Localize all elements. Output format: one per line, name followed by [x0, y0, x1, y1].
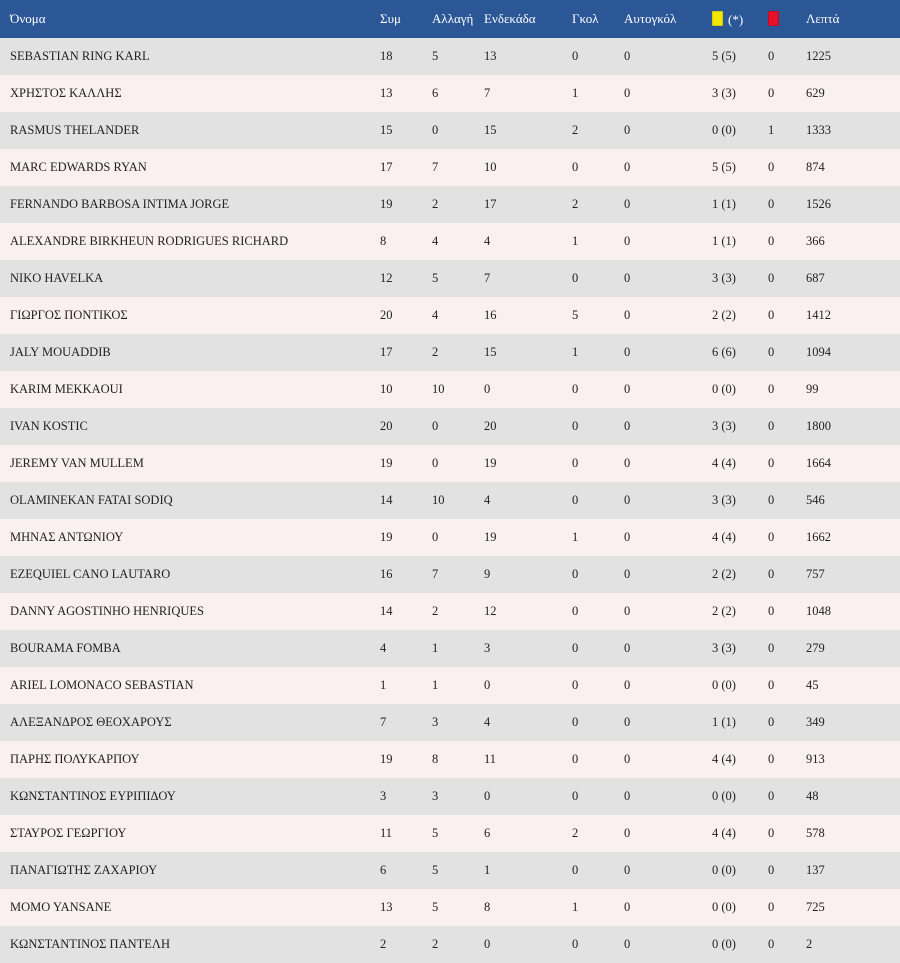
table-row[interactable] [0, 445, 900, 482]
cell-substitute: 0 [422, 519, 474, 556]
cell-substitute: 10 [422, 371, 474, 408]
table-row[interactable] [0, 519, 900, 556]
cell-appearances: 19 [370, 519, 422, 556]
cell-goals: 0 [562, 260, 614, 297]
cell-starting-eleven: 0 [474, 778, 562, 815]
cell-appearances: 1 [370, 667, 422, 704]
cell-player-name: FERNANDO BARBOSA INTIMA JORGE [0, 186, 370, 223]
cell-red-cards: 0 [758, 149, 796, 186]
cell-appearances: 20 [370, 297, 422, 334]
table-row[interactable] [0, 260, 900, 297]
cell-minutes: 757 [796, 556, 900, 593]
cell-goals: 0 [562, 593, 614, 630]
cell-player-name: ALEXANDRE BIRKHEUN RODRIGUES RICHARD [0, 223, 370, 260]
cell-minutes: 279 [796, 630, 900, 667]
column-header-own-goals[interactable]: Αυτογκόλ [614, 0, 702, 38]
cell-yellow-cards: 5 (5) [702, 149, 758, 186]
cell-starting-eleven: 4 [474, 223, 562, 260]
cell-player-name: NIKO HAVELKA [0, 260, 370, 297]
cell-red-cards: 0 [758, 741, 796, 778]
cell-appearances: 7 [370, 704, 422, 741]
cell-own-goals: 0 [614, 223, 702, 260]
cell-own-goals: 0 [614, 667, 702, 704]
cell-own-goals: 0 [614, 445, 702, 482]
cell-player-name: DANNY AGOSTINHO HENRIQUES [0, 593, 370, 630]
cell-goals: 0 [562, 556, 614, 593]
cell-goals: 0 [562, 741, 614, 778]
cell-yellow-cards: 0 (0) [702, 926, 758, 963]
cell-red-cards: 0 [758, 556, 796, 593]
cell-minutes: 45 [796, 667, 900, 704]
table-row[interactable] [0, 482, 900, 519]
cell-yellow-cards: 0 (0) [702, 371, 758, 408]
cell-goals: 1 [562, 334, 614, 371]
cell-substitute: 6 [422, 75, 474, 112]
cell-substitute: 3 [422, 704, 474, 741]
cell-goals: 0 [562, 630, 614, 667]
cell-goals: 0 [562, 667, 614, 704]
cell-substitute: 5 [422, 889, 474, 926]
table-row[interactable] [0, 371, 900, 408]
cell-player-name: ΚΩΝΣΤΑΝΤΙΝΟΣ ΕΥΡΙΠΙΔΟΥ [0, 778, 370, 815]
column-header-substitute[interactable]: Αλλαγή [422, 0, 474, 38]
column-header-goals[interactable]: Γκολ [562, 0, 614, 38]
cell-own-goals: 0 [614, 593, 702, 630]
column-header-starting-eleven[interactable]: Ενδεκάδα [474, 0, 562, 38]
cell-yellow-cards: 0 (0) [702, 889, 758, 926]
cell-red-cards: 0 [758, 519, 796, 556]
table-row[interactable] [0, 852, 900, 889]
cell-starting-eleven: 8 [474, 889, 562, 926]
table-row[interactable] [0, 38, 900, 75]
cell-own-goals: 0 [614, 112, 702, 149]
cell-starting-eleven: 3 [474, 630, 562, 667]
cell-appearances: 19 [370, 741, 422, 778]
table-header [0, 0, 900, 38]
cell-appearances: 16 [370, 556, 422, 593]
cell-goals: 0 [562, 371, 614, 408]
cell-appearances: 14 [370, 482, 422, 519]
cell-substitute: 1 [422, 667, 474, 704]
cell-red-cards: 1 [758, 112, 796, 149]
table-row[interactable] [0, 186, 900, 223]
cell-red-cards: 0 [758, 186, 796, 223]
cell-red-cards: 0 [758, 889, 796, 926]
cell-substitute: 3 [422, 778, 474, 815]
cell-player-name: IVAN KOSTIC [0, 408, 370, 445]
column-header-minutes[interactable]: Λεπτά [796, 0, 900, 38]
cell-appearances: 13 [370, 75, 422, 112]
cell-goals: 0 [562, 704, 614, 741]
cell-player-name: JEREMY VAN MULLEM [0, 445, 370, 482]
cell-player-name: KARIM MEKKAOUI [0, 371, 370, 408]
cell-red-cards: 0 [758, 482, 796, 519]
cell-appearances: 10 [370, 371, 422, 408]
cell-own-goals: 0 [614, 815, 702, 852]
cell-substitute: 2 [422, 186, 474, 223]
table-row[interactable] [0, 408, 900, 445]
table-row[interactable] [0, 593, 900, 630]
cell-appearances: 19 [370, 445, 422, 482]
cell-yellow-cards: 0 (0) [702, 852, 758, 889]
cell-yellow-cards: 0 (0) [702, 778, 758, 815]
cell-substitute: 8 [422, 741, 474, 778]
cell-player-name: ΧΡΗΣΤΟΣ ΚΑΛΛΗΣ [0, 75, 370, 112]
cell-minutes: 725 [796, 889, 900, 926]
cell-goals: 2 [562, 112, 614, 149]
cell-appearances: 11 [370, 815, 422, 852]
cell-yellow-cards: 3 (3) [702, 408, 758, 445]
cell-red-cards: 0 [758, 667, 796, 704]
cell-yellow-cards: 0 (0) [702, 112, 758, 149]
cell-minutes: 1412 [796, 297, 900, 334]
cell-starting-eleven: 7 [474, 75, 562, 112]
cell-yellow-cards: 0 (0) [702, 667, 758, 704]
cell-starting-eleven: 4 [474, 482, 562, 519]
column-header-appearances[interactable]: Συμ [370, 0, 422, 38]
yellow-card-icon [712, 11, 723, 26]
table-row[interactable] [0, 297, 900, 334]
table-row[interactable] [0, 556, 900, 593]
cell-yellow-cards: 4 (4) [702, 445, 758, 482]
cell-appearances: 3 [370, 778, 422, 815]
cell-minutes: 1048 [796, 593, 900, 630]
cell-minutes: 349 [796, 704, 900, 741]
cell-yellow-cards: 2 (2) [702, 593, 758, 630]
cell-own-goals: 0 [614, 75, 702, 112]
cell-own-goals: 0 [614, 556, 702, 593]
cell-substitute: 4 [422, 223, 474, 260]
cell-red-cards: 0 [758, 260, 796, 297]
cell-yellow-cards: 3 (3) [702, 75, 758, 112]
cell-yellow-cards: 2 (2) [702, 556, 758, 593]
column-header-yellow-cards[interactable] [702, 0, 758, 38]
cell-minutes: 1333 [796, 112, 900, 149]
cell-player-name: SEBASTIAN RING KARL [0, 38, 370, 75]
cell-appearances: 15 [370, 112, 422, 149]
cell-red-cards: 0 [758, 704, 796, 741]
cell-substitute: 5 [422, 260, 474, 297]
cell-player-name: ΠΑΡΗΣ ΠΟΛΥΚΑΡΠΟΥ [0, 741, 370, 778]
cell-minutes: 366 [796, 223, 900, 260]
cell-minutes: 687 [796, 260, 900, 297]
cell-starting-eleven: 1 [474, 852, 562, 889]
cell-own-goals: 0 [614, 519, 702, 556]
column-header-red-cards[interactable] [758, 0, 796, 38]
cell-starting-eleven: 19 [474, 445, 562, 482]
cell-starting-eleven: 7 [474, 260, 562, 297]
cell-yellow-cards: 3 (3) [702, 630, 758, 667]
cell-appearances: 8 [370, 223, 422, 260]
cell-minutes: 48 [796, 778, 900, 815]
cell-player-name: ARIEL LOMONACO SEBASTIAN [0, 667, 370, 704]
cell-own-goals: 0 [614, 38, 702, 75]
cell-goals: 1 [562, 75, 614, 112]
cell-own-goals: 0 [614, 297, 702, 334]
cell-own-goals: 0 [614, 149, 702, 186]
table-row[interactable] [0, 75, 900, 112]
cell-starting-eleven: 13 [474, 38, 562, 75]
cell-minutes: 913 [796, 741, 900, 778]
cell-substitute: 5 [422, 815, 474, 852]
table-row[interactable] [0, 704, 900, 741]
cell-substitute: 4 [422, 297, 474, 334]
cell-red-cards: 0 [758, 334, 796, 371]
cell-goals: 5 [562, 297, 614, 334]
cell-substitute: 5 [422, 38, 474, 75]
cell-minutes: 99 [796, 371, 900, 408]
table-row[interactable] [0, 112, 900, 149]
cell-minutes: 1225 [796, 38, 900, 75]
cell-goals: 0 [562, 149, 614, 186]
cell-substitute: 0 [422, 112, 474, 149]
table-row[interactable] [0, 926, 900, 963]
cell-goals: 0 [562, 852, 614, 889]
cell-goals: 1 [562, 223, 614, 260]
cell-player-name: JALY MOUADDIB [0, 334, 370, 371]
cell-goals: 2 [562, 186, 614, 223]
cell-starting-eleven: 9 [474, 556, 562, 593]
cell-substitute: 10 [422, 482, 474, 519]
cell-player-name: OLAMINEKAN FATAI SODIQ [0, 482, 370, 519]
cell-own-goals: 0 [614, 704, 702, 741]
cell-yellow-cards: 5 (5) [702, 38, 758, 75]
column-header-name[interactable]: Όνομα [0, 0, 370, 38]
table-row[interactable] [0, 630, 900, 667]
cell-starting-eleven: 6 [474, 815, 562, 852]
cell-appearances: 12 [370, 260, 422, 297]
table-row[interactable] [0, 778, 900, 815]
cell-own-goals: 0 [614, 260, 702, 297]
red-card-icon [768, 11, 779, 26]
cell-starting-eleven: 10 [474, 149, 562, 186]
cell-goals: 0 [562, 778, 614, 815]
cell-appearances: 19 [370, 186, 422, 223]
cell-minutes: 578 [796, 815, 900, 852]
cell-starting-eleven: 17 [474, 186, 562, 223]
cell-yellow-cards: 6 (6) [702, 334, 758, 371]
cell-goals: 0 [562, 926, 614, 963]
cell-goals: 1 [562, 519, 614, 556]
cell-starting-eleven: 20 [474, 408, 562, 445]
cell-red-cards: 0 [758, 630, 796, 667]
cell-minutes: 1526 [796, 186, 900, 223]
cell-appearances: 20 [370, 408, 422, 445]
cell-player-name: RASMUS THELANDER [0, 112, 370, 149]
table-row[interactable] [0, 667, 900, 704]
cell-starting-eleven: 15 [474, 334, 562, 371]
cell-player-name: MARC EDWARDS RYAN [0, 149, 370, 186]
cell-minutes: 1800 [796, 408, 900, 445]
cell-appearances: 13 [370, 889, 422, 926]
cell-minutes: 1662 [796, 519, 900, 556]
cell-player-name: BOURAMA FOMBA [0, 630, 370, 667]
cell-red-cards: 0 [758, 297, 796, 334]
cell-substitute: 0 [422, 445, 474, 482]
table-row[interactable] [0, 889, 900, 926]
cell-red-cards: 0 [758, 593, 796, 630]
cell-red-cards: 0 [758, 75, 796, 112]
cell-goals: 0 [562, 408, 614, 445]
cell-red-cards: 0 [758, 852, 796, 889]
cell-red-cards: 0 [758, 778, 796, 815]
cell-substitute: 2 [422, 334, 474, 371]
cell-yellow-cards: 1 (1) [702, 186, 758, 223]
cell-goals: 0 [562, 38, 614, 75]
cell-starting-eleven: 16 [474, 297, 562, 334]
cell-player-name: ΓΙΩΡΓΟΣ ΠΟΝΤΙΚΟΣ [0, 297, 370, 334]
table-row[interactable] [0, 741, 900, 778]
cell-appearances: 17 [370, 149, 422, 186]
cell-goals: 2 [562, 815, 614, 852]
cell-yellow-cards: 4 (4) [702, 815, 758, 852]
cell-player-name: ΑΛΕΞΑΝΔΡΟΣ ΘΕΟΧΑΡΟΥΣ [0, 704, 370, 741]
cell-goals: 1 [562, 889, 614, 926]
cell-minutes: 137 [796, 852, 900, 889]
cell-appearances: 14 [370, 593, 422, 630]
cell-own-goals: 0 [614, 741, 702, 778]
cell-starting-eleven: 0 [474, 667, 562, 704]
cell-minutes: 629 [796, 75, 900, 112]
cell-yellow-cards: 4 (4) [702, 741, 758, 778]
cell-own-goals: 0 [614, 186, 702, 223]
cell-starting-eleven: 11 [474, 741, 562, 778]
cell-appearances: 6 [370, 852, 422, 889]
cell-player-name: ΣΤΑΥΡΟΣ ΓΕΩΡΓΙΟΥ [0, 815, 370, 852]
cell-player-name: ΜΗΝΑΣ ΑΝΤΩΝΙΟΥ [0, 519, 370, 556]
cell-own-goals: 0 [614, 630, 702, 667]
cell-yellow-cards: 1 (1) [702, 223, 758, 260]
cell-yellow-cards: 4 (4) [702, 519, 758, 556]
cell-goals: 0 [562, 482, 614, 519]
cell-starting-eleven: 12 [474, 593, 562, 630]
cell-starting-eleven: 0 [474, 926, 562, 963]
cell-yellow-cards: 3 (3) [702, 260, 758, 297]
cell-red-cards: 0 [758, 926, 796, 963]
yellow-card-note: (*) [728, 11, 744, 27]
cell-starting-eleven: 15 [474, 112, 562, 149]
table-row[interactable] [0, 334, 900, 371]
header-row [0, 0, 900, 38]
cell-red-cards: 0 [758, 38, 796, 75]
cell-player-name: ΚΩΝΣΤΑΝΤΙΝΟΣ ΠΑΝΤΕΛΗ [0, 926, 370, 963]
cell-substitute: 2 [422, 593, 474, 630]
cell-minutes: 546 [796, 482, 900, 519]
cell-substitute: 5 [422, 852, 474, 889]
cell-own-goals: 0 [614, 778, 702, 815]
cell-own-goals: 0 [614, 371, 702, 408]
cell-goals: 0 [562, 445, 614, 482]
cell-own-goals: 0 [614, 852, 702, 889]
cell-appearances: 2 [370, 926, 422, 963]
cell-yellow-cards: 3 (3) [702, 482, 758, 519]
cell-appearances: 4 [370, 630, 422, 667]
cell-own-goals: 0 [614, 482, 702, 519]
cell-player-name: MOMO YANSANE [0, 889, 370, 926]
cell-player-name: ΠΑΝΑΓΙΩΤΗΣ ΖΑΧΑΡΙΟΥ [0, 852, 370, 889]
cell-player-name: EZEQUIEL CANO LAUTARO [0, 556, 370, 593]
cell-red-cards: 0 [758, 371, 796, 408]
cell-appearances: 18 [370, 38, 422, 75]
cell-substitute: 2 [422, 926, 474, 963]
cell-substitute: 0 [422, 408, 474, 445]
cell-substitute: 1 [422, 630, 474, 667]
cell-own-goals: 0 [614, 334, 702, 371]
table-body [0, 38, 900, 963]
cell-red-cards: 0 [758, 223, 796, 260]
cell-red-cards: 0 [758, 408, 796, 445]
cell-starting-eleven: 0 [474, 371, 562, 408]
cell-substitute: 7 [422, 149, 474, 186]
table-row[interactable] [0, 149, 900, 186]
cell-red-cards: 0 [758, 815, 796, 852]
cell-yellow-cards: 2 (2) [702, 297, 758, 334]
cell-starting-eleven: 19 [474, 519, 562, 556]
cell-yellow-cards: 1 (1) [702, 704, 758, 741]
cell-minutes: 874 [796, 149, 900, 186]
table-row[interactable] [0, 223, 900, 260]
cell-appearances: 17 [370, 334, 422, 371]
cell-minutes: 1664 [796, 445, 900, 482]
cell-own-goals: 0 [614, 889, 702, 926]
cell-red-cards: 0 [758, 445, 796, 482]
cell-own-goals: 0 [614, 408, 702, 445]
cell-starting-eleven: 4 [474, 704, 562, 741]
cell-minutes: 1094 [796, 334, 900, 371]
cell-substitute: 7 [422, 556, 474, 593]
cell-own-goals: 0 [614, 926, 702, 963]
cell-minutes: 2 [796, 926, 900, 963]
table-row[interactable] [0, 815, 900, 852]
